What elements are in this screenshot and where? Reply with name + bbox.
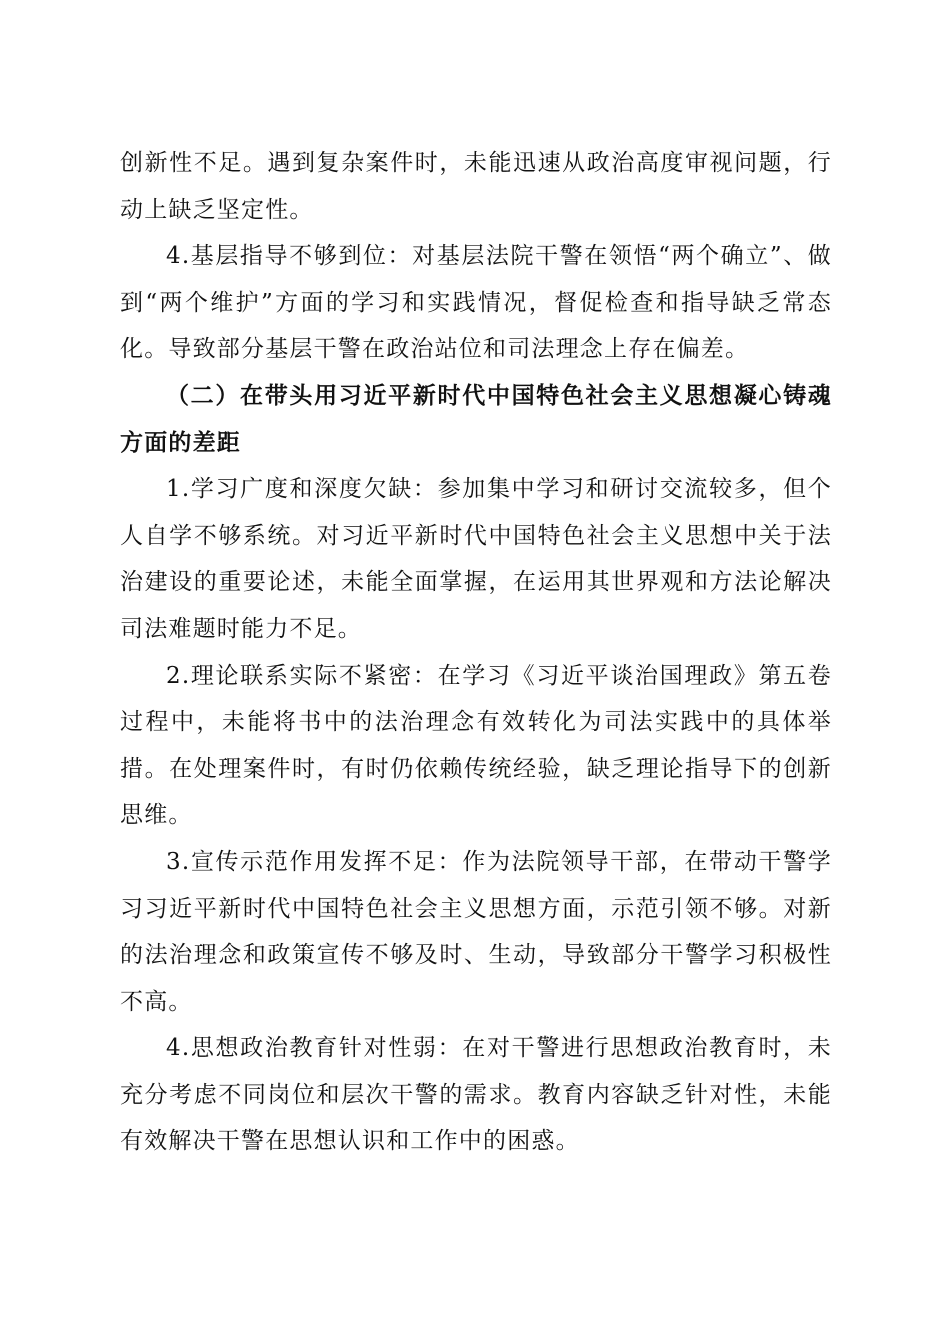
document-body [120,140,832,1165]
paragraph-item-1-study-depth: 1.学习广度和深度欠缺：参加集中学习和研讨交流较多，但个人自学不够系统。对习近平新时代中国特色社会主义思想中关于法治建设的重要论述，未能全面掌握，在运用其世界观和方法论解决司法难题时能力不足。 [120,476,832,642]
section-heading-2: （二）在带头用习近平新时代中国特色社会主义思想凝心铸魂方面的差距 [120,381,832,456]
paragraph-item-4-grassroots-guidance: 4.基层指导不够到位：对基层法院干警在领悟“两个确立”、做到“两个维护”方面的学习和实践情况，督促检查和指导缺乏常态化。导致部分基层干警在政治站位和司法理念上存在偏差。 [120,243,832,363]
paragraph-item-4-political-education: 4.思想政治教育针对性弱：在对干警进行思想政治教育时，未充分考虑不同岗位和层次干警的需求。教育内容缺乏针对性，未能有效解决干警在思想认识和工作中的困惑。 [120,1035,832,1155]
paragraph-item-3-publicity-example: 3.宣传示范作用发挥不足：作为法院领导干部，在带动干警学习习近平新时代中国特色社会主义思想方面，示范引领不够。对新的法治理念和政策宣传不够及时、生动，导致部分干警学习积极性不高。 [120,848,832,1015]
paragraph-continuation: 创新性不足。遇到复杂案件时，未能迅速从政治高度审视问题，行动上缺乏坚定性。 [120,150,832,223]
paragraph-item-2-theory-practice: 2.理论联系实际不紧密：在学习《习近平谈治国理政》第五卷过程中，未能将书中的法治理念有效转化为司法实践中的具体举措。在处理案件时，有时仍依赖传统经验，缺乏理论指导下的创新思维。 [120,662,832,829]
